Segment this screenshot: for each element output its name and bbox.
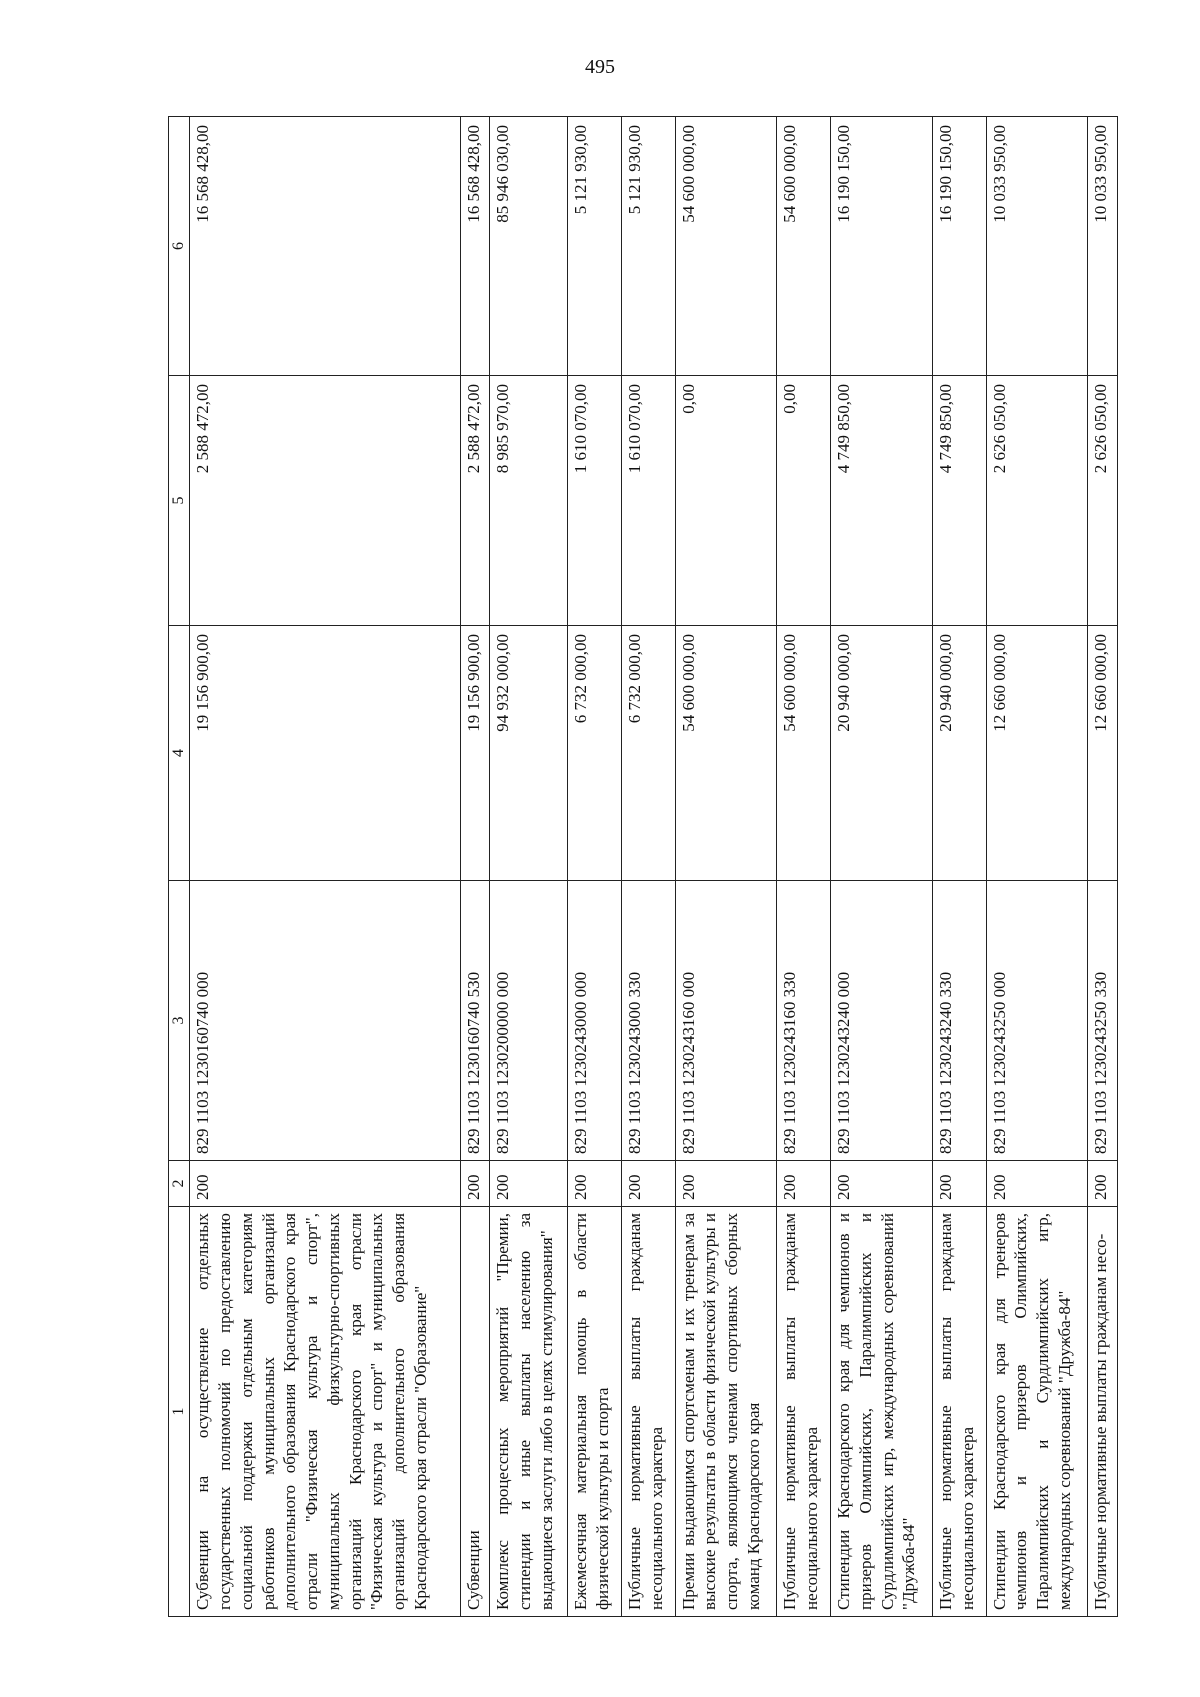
row-value-6: 5 121 930,00	[568, 117, 622, 376]
row-name: Премии выдающимся спортсменам и их тренерам за высокие результаты в области физической культуры и спорта, являющимся членами спортивных сборных команд Краснодарского края	[675, 1207, 777, 1617]
row-value-6: 16 190 150,00	[932, 117, 986, 376]
table-row	[831, 117, 933, 1617]
row-name: Публичные нормативные выплаты гражданам несоциального характера	[621, 1207, 675, 1617]
row-name: Публичные нормативные выплаты гражданам несо-	[1088, 1207, 1118, 1617]
row-value-6: 54 600 000,00	[675, 117, 777, 376]
row-col2: 200	[932, 1161, 986, 1207]
row-value-6: 10 033 950,00	[1088, 117, 1118, 376]
table-row	[568, 117, 622, 1617]
row-col2: 200	[831, 1161, 933, 1207]
budget-table	[168, 116, 1118, 1617]
row-value-4: 19 156 900,00	[460, 626, 490, 881]
row-value-5: 0,00	[675, 376, 777, 626]
row-name: Ежемесячная материальная помощь в области физической культуры и спорта	[568, 1207, 622, 1617]
row-value-4: 54 600 000,00	[777, 626, 831, 881]
row-value-4: 6 732 000,00	[621, 626, 675, 881]
row-code: 829 1103 1230243000 000	[568, 881, 622, 1161]
table-row	[621, 117, 675, 1617]
table-row	[460, 117, 490, 1617]
row-value-6: 10 033 950,00	[986, 117, 1088, 376]
row-name: Публичные нормативные выплаты гражданам несоциального характера	[777, 1207, 831, 1617]
row-value-4: 20 940 000,00	[831, 626, 933, 881]
row-name: Субвенции	[460, 1207, 490, 1617]
row-code: 829 1103 1230243240 330	[932, 881, 986, 1161]
row-col2: 200	[490, 1161, 568, 1207]
row-value-4: 54 600 000,00	[675, 626, 777, 881]
row-code: 829 1103 1230160740 530	[460, 881, 490, 1161]
row-value-5: 4 749 850,00	[932, 376, 986, 626]
row-value-6: 54 600 000,00	[777, 117, 831, 376]
header-row	[169, 117, 190, 1617]
col-header-1: 1	[169, 1207, 190, 1617]
row-code: 829 1103 1230200000 000	[490, 881, 568, 1161]
row-col2: 200	[190, 1161, 460, 1207]
row-col2: 200	[675, 1161, 777, 1207]
row-value-5: 8 985 970,00	[490, 376, 568, 626]
row-code: 829 1103 1230160740 000	[190, 881, 460, 1161]
row-value-5: 2 588 472,00	[460, 376, 490, 626]
row-value-6: 5 121 930,00	[621, 117, 675, 376]
table-row	[932, 117, 986, 1617]
row-value-5: 4 749 850,00	[831, 376, 933, 626]
row-value-5: 2 626 050,00	[986, 376, 1088, 626]
row-value-4: 12 660 000,00	[1088, 626, 1118, 881]
row-name: Стипендии Краснодарского края для чемпионов и призеров Олимпийских, Паралимпийских и Сурдлимпийских игр, международных соревнований "Дружба-84"	[831, 1207, 933, 1617]
rotated-table-container	[168, 117, 1118, 1617]
col-header-6: 6	[169, 117, 190, 376]
row-col2: 200	[460, 1161, 490, 1207]
table-row	[777, 117, 831, 1617]
row-value-5: 1 610 070,00	[568, 376, 622, 626]
row-value-5: 0,00	[777, 376, 831, 626]
row-code: 829 1103 1230243240 000	[831, 881, 933, 1161]
row-value-4: 20 940 000,00	[932, 626, 986, 881]
row-code: 829 1103 1230243250 330	[1088, 881, 1118, 1161]
row-code: 829 1103 1230243160 000	[675, 881, 777, 1161]
row-value-6: 16 190 150,00	[831, 117, 933, 376]
row-value-4: 19 156 900,00	[190, 626, 460, 881]
row-col2: 200	[568, 1161, 622, 1207]
row-value-5: 2 588 472,00	[190, 376, 460, 626]
table-row	[675, 117, 777, 1617]
row-value-6: 16 568 428,00	[190, 117, 460, 376]
table-row	[490, 117, 568, 1617]
row-value-5: 2 626 050,00	[1088, 376, 1118, 626]
table-row	[1088, 117, 1118, 1617]
col-header-2: 2	[169, 1161, 190, 1207]
row-col2: 200	[1088, 1161, 1118, 1207]
table-row	[190, 117, 460, 1617]
row-code: 829 1103 1230243000 330	[621, 881, 675, 1161]
row-value-4: 12 660 000,00	[986, 626, 1088, 881]
row-name: Стипендии Краснодарского края для тренеров чемпионов и призеров Олимпийских, Паралимпийских и Сурдлимпийских игр, международных соревнований "Дружба-84"	[986, 1207, 1088, 1617]
col-header-5: 5	[169, 376, 190, 626]
row-col2: 200	[621, 1161, 675, 1207]
row-code: 829 1103 1230243160 330	[777, 881, 831, 1161]
row-code: 829 1103 1230243250 000	[986, 881, 1088, 1161]
row-value-6: 85 946 030,00	[490, 117, 568, 376]
table-row	[986, 117, 1088, 1617]
row-name: Комплекс процессных мероприятий "Премии, стипендии и иные выплаты населению за выдающиеся заслуги либо в целях стимулирования"	[490, 1207, 568, 1617]
row-col2: 200	[777, 1161, 831, 1207]
col-header-4: 4	[169, 626, 190, 881]
row-col2: 200	[986, 1161, 1088, 1207]
row-name: Субвенции на осуществление отдельных государственных полномочий по предоставлению социальной поддержки отдельным категориям работников муниципальных организаций дополнительного образования Краснодарского края отрасли "Физическая культура и спорт", муниципальных физкультурно-спортивных организаций Краснодарского края отрасли "Физическая культура и спорт" и муниципальных организаций дополнительного образования Краснодарского края отрасли "Образование"	[190, 1207, 460, 1617]
row-value-6: 16 568 428,00	[460, 117, 490, 376]
page-number: 495	[585, 56, 615, 78]
col-header-3: 3	[169, 881, 190, 1161]
row-value-4: 6 732 000,00	[568, 626, 622, 881]
row-name: Публичные нормативные выплаты гражданам несоциального характера	[932, 1207, 986, 1617]
row-value-4: 94 932 000,00	[490, 626, 568, 881]
row-value-5: 1 610 070,00	[621, 376, 675, 626]
